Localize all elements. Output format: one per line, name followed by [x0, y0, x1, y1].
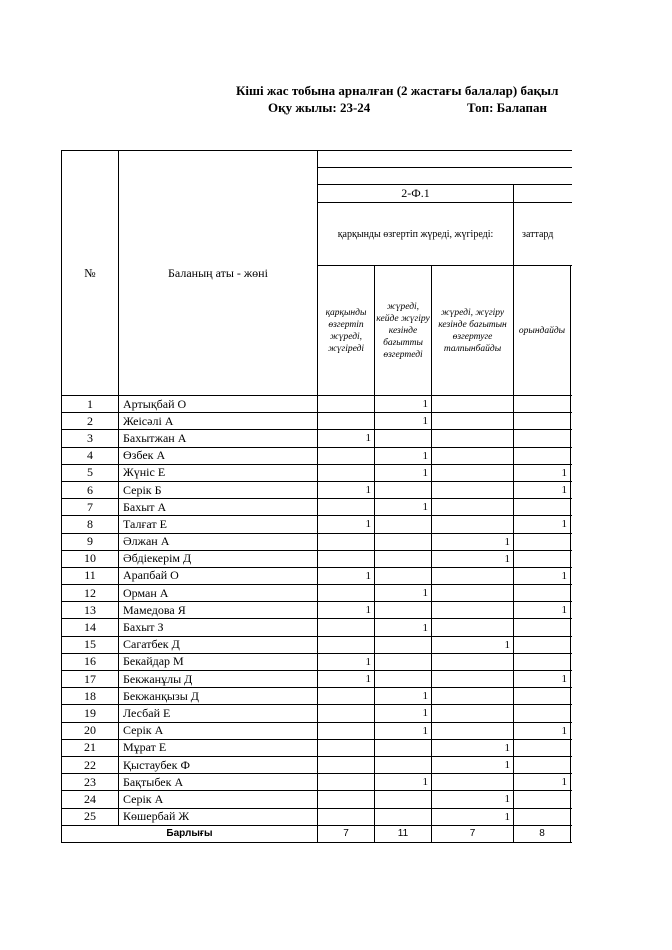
row-child-name: Мұрат Е	[119, 739, 318, 756]
row-child-name: Серік Б	[119, 481, 318, 498]
row-value-3: 1	[432, 550, 514, 567]
row-value-1	[318, 774, 375, 791]
row-value-2: 1	[375, 447, 432, 464]
row-value-3	[432, 447, 514, 464]
row-value-5	[571, 671, 573, 688]
row-value-5	[571, 774, 573, 791]
row-value-5	[571, 430, 573, 447]
row-number: 5	[62, 464, 119, 481]
table-body	[62, 151, 573, 843]
header-criterion-2: заттард	[514, 203, 573, 266]
row-value-3	[432, 464, 514, 481]
row-value-2	[375, 653, 432, 670]
assessment-table	[61, 150, 572, 843]
row-value-4	[514, 791, 571, 808]
row-child-name: Жүніс Е	[119, 464, 318, 481]
totals-row	[62, 825, 573, 842]
table-row	[62, 774, 573, 791]
row-value-5	[571, 705, 573, 722]
row-value-2	[375, 739, 432, 756]
row-value-3	[432, 774, 514, 791]
row-value-1	[318, 722, 375, 739]
row-number: 20	[62, 722, 119, 739]
row-value-4: 1	[514, 516, 571, 533]
row-child-name: Жеісәлі А	[119, 413, 318, 430]
row-value-3: 1	[432, 756, 514, 773]
row-value-4: 1	[514, 464, 571, 481]
table-row	[62, 516, 573, 533]
document-title: Кіші жас тобына арналған (2 жастағы балалар) бақыл	[236, 83, 559, 98]
row-value-4	[514, 688, 571, 705]
row-value-4: 1	[514, 481, 571, 498]
header-empty-top	[318, 151, 573, 168]
row-number: 12	[62, 585, 119, 602]
table-row	[62, 688, 573, 705]
row-number: 4	[62, 447, 119, 464]
row-value-5	[571, 464, 573, 481]
row-value-3	[432, 567, 514, 584]
row-child-name: Бекайдар М	[119, 653, 318, 670]
row-value-1: 1	[318, 516, 375, 533]
header-child-name: Баланың аты - жөні	[119, 151, 318, 396]
row-value-1	[318, 533, 375, 550]
table-row	[62, 567, 573, 584]
row-value-4: 1	[514, 774, 571, 791]
row-value-4	[514, 808, 571, 825]
row-number: 23	[62, 774, 119, 791]
row-value-4	[514, 756, 571, 773]
row-value-5	[571, 636, 573, 653]
row-value-1	[318, 756, 375, 773]
row-value-1	[318, 739, 375, 756]
row-value-3	[432, 688, 514, 705]
row-child-name: Қыстаубек Ф	[119, 756, 318, 773]
row-child-name: Орман А	[119, 585, 318, 602]
row-value-3: 1	[432, 808, 514, 825]
row-value-3	[432, 430, 514, 447]
row-value-4	[514, 636, 571, 653]
row-value-5	[571, 499, 573, 516]
table-row	[62, 791, 573, 808]
row-child-name: Бахыт А	[119, 499, 318, 516]
row-value-2: 1	[375, 705, 432, 722]
table-row	[62, 499, 573, 516]
row-value-2	[375, 567, 432, 584]
row-value-3	[432, 653, 514, 670]
row-child-name: Арапбай О	[119, 567, 318, 584]
row-number: 13	[62, 602, 119, 619]
row-number: 25	[62, 808, 119, 825]
header-sub-2: жүреді, кейде жүгіру кезінде бағытты өзгертеді	[375, 266, 432, 396]
header-number: №	[62, 151, 119, 396]
row-value-1	[318, 688, 375, 705]
row-child-name: Бахыт З	[119, 619, 318, 636]
row-value-4	[514, 430, 571, 447]
row-value-1	[318, 808, 375, 825]
row-value-4	[514, 550, 571, 567]
row-child-name: Сагатбек Д	[119, 636, 318, 653]
row-value-2	[375, 550, 432, 567]
row-value-3	[432, 722, 514, 739]
row-value-4: 1	[514, 671, 571, 688]
row-value-2: 1	[375, 499, 432, 516]
row-child-name: Лесбай Е	[119, 705, 318, 722]
row-value-5	[571, 791, 573, 808]
row-value-3: 1	[432, 533, 514, 550]
row-value-5	[571, 481, 573, 498]
row-number: 21	[62, 739, 119, 756]
table-row	[62, 533, 573, 550]
table-row	[62, 585, 573, 602]
row-value-2: 1	[375, 688, 432, 705]
row-number: 7	[62, 499, 119, 516]
row-value-5	[571, 619, 573, 636]
table-row	[62, 396, 573, 413]
row-value-2	[375, 791, 432, 808]
row-child-name: Серік А	[119, 791, 318, 808]
row-child-name: Өзбек А	[119, 447, 318, 464]
row-value-2	[375, 430, 432, 447]
total-value-2: 11	[375, 825, 432, 842]
row-value-1	[318, 413, 375, 430]
row-child-name: Артықбай О	[119, 396, 318, 413]
header-sub-1: қарқынды өзгертіп жүреді, жүгіреді	[318, 266, 375, 396]
row-value-1: 1	[318, 602, 375, 619]
header-sub-4: орындайды	[514, 266, 571, 396]
row-number: 17	[62, 671, 119, 688]
row-number: 9	[62, 533, 119, 550]
table-row	[62, 636, 573, 653]
row-value-3: 1	[432, 739, 514, 756]
row-value-5	[571, 396, 573, 413]
row-value-2: 1	[375, 585, 432, 602]
row-value-2	[375, 481, 432, 498]
header-empty-middle	[318, 168, 573, 185]
table-row	[62, 722, 573, 739]
total-value-3: 7	[432, 825, 514, 842]
row-value-1	[318, 396, 375, 413]
table-row	[62, 430, 573, 447]
table-row	[62, 464, 573, 481]
row-value-1: 1	[318, 481, 375, 498]
row-child-name: Әбдіекерім Д	[119, 550, 318, 567]
row-value-5	[571, 413, 573, 430]
row-number: 6	[62, 481, 119, 498]
row-value-2	[375, 516, 432, 533]
row-number: 18	[62, 688, 119, 705]
row-value-4	[514, 705, 571, 722]
row-value-2: 1	[375, 396, 432, 413]
row-value-2: 1	[375, 619, 432, 636]
row-child-name: Көшербай Ж	[119, 808, 318, 825]
row-value-1: 1	[318, 430, 375, 447]
table-row	[62, 705, 573, 722]
assessment-table-frame	[61, 150, 572, 850]
row-value-2: 1	[375, 464, 432, 481]
row-value-3	[432, 481, 514, 498]
row-value-1	[318, 550, 375, 567]
row-value-3	[432, 516, 514, 533]
row-child-name: Бекжанқызы Д	[119, 688, 318, 705]
row-number: 3	[62, 430, 119, 447]
row-value-2: 1	[375, 722, 432, 739]
row-value-1: 1	[318, 567, 375, 584]
academic-year: Оқу жылы: 23-24	[268, 100, 371, 115]
row-value-1	[318, 791, 375, 808]
row-number: 22	[62, 756, 119, 773]
header-sub-3: жүреді, жүгіру кезінде бағытын өзгертуге талпынбайды	[432, 266, 514, 396]
row-value-1	[318, 464, 375, 481]
row-value-1	[318, 585, 375, 602]
row-number: 15	[62, 636, 119, 653]
row-value-3	[432, 499, 514, 516]
row-number: 19	[62, 705, 119, 722]
header-section: 2-Ф.1	[318, 185, 514, 203]
table-row	[62, 671, 573, 688]
row-value-1: 1	[318, 671, 375, 688]
row-value-2	[375, 602, 432, 619]
row-value-4	[514, 739, 571, 756]
row-value-3: 1	[432, 791, 514, 808]
row-value-1: 1	[318, 653, 375, 670]
row-value-3	[432, 705, 514, 722]
row-number: 11	[62, 567, 119, 584]
row-value-5	[571, 739, 573, 756]
table-row	[62, 619, 573, 636]
total-value-4: 8	[514, 825, 571, 842]
row-value-4	[514, 619, 571, 636]
row-value-3	[432, 413, 514, 430]
row-value-3: 1	[432, 636, 514, 653]
row-child-name: Талғат Е	[119, 516, 318, 533]
header-sub-5	[571, 266, 573, 396]
table-row	[62, 413, 573, 430]
row-value-5	[571, 756, 573, 773]
header-section-next	[514, 185, 573, 203]
row-value-4	[514, 413, 571, 430]
row-value-5	[571, 722, 573, 739]
row-value-5	[571, 808, 573, 825]
row-value-4: 1	[514, 567, 571, 584]
row-value-5	[571, 516, 573, 533]
row-value-1	[318, 619, 375, 636]
row-value-4	[514, 499, 571, 516]
row-value-2	[375, 756, 432, 773]
row-value-3	[432, 396, 514, 413]
row-number: 16	[62, 653, 119, 670]
table-row	[62, 653, 573, 670]
row-value-1	[318, 705, 375, 722]
row-value-2: 1	[375, 774, 432, 791]
row-value-5	[571, 533, 573, 550]
total-value-5	[571, 825, 573, 842]
row-value-5	[571, 447, 573, 464]
row-value-5	[571, 550, 573, 567]
table-row	[62, 602, 573, 619]
row-value-3	[432, 585, 514, 602]
table-row	[62, 550, 573, 567]
row-value-5	[571, 653, 573, 670]
row-value-1	[318, 636, 375, 653]
row-child-name: Бахытжан А	[119, 430, 318, 447]
row-value-4: 1	[514, 602, 571, 619]
row-value-2	[375, 636, 432, 653]
row-value-2	[375, 671, 432, 688]
total-value-1: 7	[318, 825, 375, 842]
row-value-1	[318, 447, 375, 464]
table-row	[62, 447, 573, 464]
row-number: 1	[62, 396, 119, 413]
row-child-name: Бекжанұлы Д	[119, 671, 318, 688]
row-number: 14	[62, 619, 119, 636]
row-value-5	[571, 567, 573, 584]
row-value-1	[318, 499, 375, 516]
row-value-5	[571, 688, 573, 705]
row-number: 10	[62, 550, 119, 567]
row-value-4: 1	[514, 722, 571, 739]
table-row	[62, 756, 573, 773]
row-value-4	[514, 585, 571, 602]
row-value-2	[375, 808, 432, 825]
row-value-3	[432, 671, 514, 688]
header-criterion-1: қарқынды өзгертіп жүреді, жүгіреді:	[318, 203, 514, 266]
row-value-2	[375, 533, 432, 550]
table-row	[62, 808, 573, 825]
table-row	[62, 481, 573, 498]
row-child-name: Әлжан А	[119, 533, 318, 550]
row-value-2: 1	[375, 413, 432, 430]
totals-label: Барлығы	[62, 825, 318, 842]
row-number: 8	[62, 516, 119, 533]
row-value-4	[514, 447, 571, 464]
row-value-5	[571, 585, 573, 602]
row-value-5	[571, 602, 573, 619]
row-value-4	[514, 396, 571, 413]
row-child-name: Серік А	[119, 722, 318, 739]
row-number: 24	[62, 791, 119, 808]
row-child-name: Мамедова Я	[119, 602, 318, 619]
table-row	[62, 739, 573, 756]
row-value-3	[432, 602, 514, 619]
group-name: Топ: Балапан	[467, 100, 547, 115]
row-value-4	[514, 653, 571, 670]
row-number: 2	[62, 413, 119, 430]
row-child-name: Бақтыбек А	[119, 774, 318, 791]
row-value-4	[514, 533, 571, 550]
row-value-3	[432, 619, 514, 636]
